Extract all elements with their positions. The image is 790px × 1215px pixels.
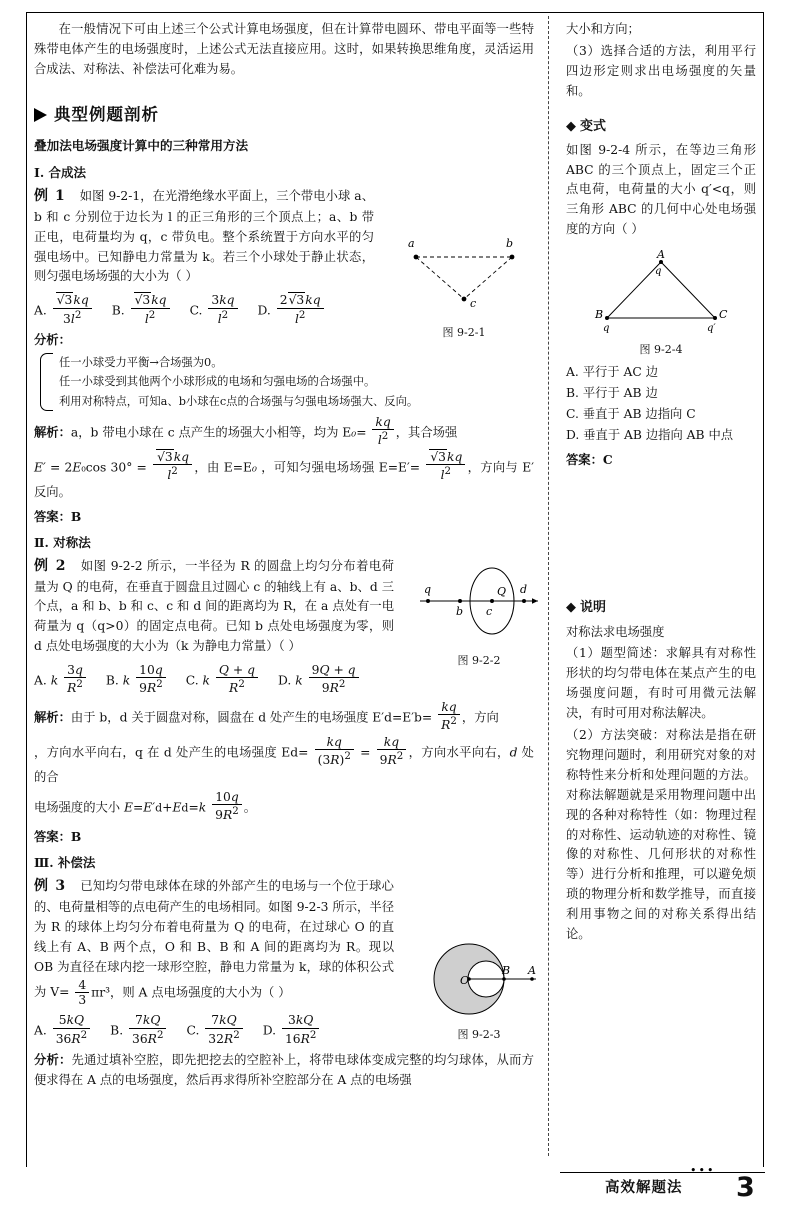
figure-9-2-1-caption: 图 9-2-1: [442, 325, 486, 339]
example-1-text: 如图 9-2-1，在光滑绝缘水平面上，三个带电小球 a、b 和 c 分别位于边长为 l 的正三角形的三个顶点上；a、b 带正电，电荷量均为 q，c 带负电。整个系统置于方向水平的匀强电场中。已知静电力常量为 k。若三个小球处于静止状态，则匀强电场场强的大小为（ ）: [34, 189, 374, 284]
svg-text:A: A: [657, 248, 665, 262]
svg-text:c: c: [486, 604, 493, 618]
variant-option-d: D. 垂直于 AB 边指向 AB 中点: [566, 427, 734, 442]
diamond-bullet-icon: ◆: [566, 118, 576, 134]
svg-text:Q: Q: [497, 584, 507, 598]
variant-option-a: A. 平行于 AC 边: [566, 364, 658, 379]
note-heading-label: 说明: [580, 600, 607, 616]
svg-text:q: q: [424, 582, 432, 596]
svg-text:b: b: [456, 604, 464, 618]
method-1-heading: Ⅰ. 合成法: [34, 164, 87, 180]
example-2-answer: [34, 827, 534, 847]
analysis-line-2: 任一小球受到其他两个小球形成的电场和匀强电场的合场强中。: [59, 375, 376, 389]
right-top-text-2: （3）选择合适的方法，利用平行四边形定则求出电场强度的矢量和。: [566, 43, 756, 98]
svg-text:a: a: [408, 237, 415, 251]
example-1-answer: [34, 507, 534, 527]
example-3-text: 已知均匀带电球体在球的外部产生的电场与一个位于球心的、电荷量相等的点电荷产生的电场相同。如图 9-2-3 所示，半径为 R 的球体上均匀分布着电荷量为 Q 的电荷，在过球心 O 的直线上有 A、B 两个点，O 和 B、B 和 A 间的距离均为 R。现以 OB 为直径在球内挖一球形空腔，静电力常量为 k，球的体积公式为 V=: [34, 879, 394, 1000]
frame-top-border: [26, 12, 764, 13]
figure-9-2-2-caption: 图 9-2-2: [457, 653, 501, 667]
solution-text-1a: a，b 带电小球在 c 点产生的场强大小相等，均为 E: [70, 425, 352, 440]
footer-title: 高效解题法: [605, 1179, 683, 1196]
diamond-bullet-icon-2: ◆: [566, 600, 576, 616]
section-heading: [34, 102, 534, 129]
example-3-option-d: D. $\frac{3kQ}{16R^2}$: [263, 1013, 322, 1046]
analysis-line-3: 利用对称特点，可知a、b小球在c点的合场强与匀强电场场强大、反向。: [59, 394, 419, 408]
example-2-text: 如图 9-2-2 所示，一半径为 R 的圆盘上均匀分布着电荷量为 Q 的电荷，在垂直于圆盘且过圆心 c 的轴线上有 a、b、d 三个点，a 和 b、b 和 c、c 和 d 间的距离均为 R，在 a 点处有一电荷量为 q（q>0）的固定点电荷。已知 b 点处电场强度为零，则 d 点处电场强度的大小为（k 为静电力常量）（ ）: [34, 558, 394, 654]
example-1-option-b: B. $\frac{√3kq}{l^2}$: [112, 293, 172, 326]
intro-paragraph: 在一般情况下可由上述三个公式计算电场强度，但在计算带电圆环、带电平面等一些特殊带电体产生的电场强度时，上述公式无法直接应用。这时，如果转换思维角度，灵活运用合成法、对称法、补偿法可化难为易。: [34, 22, 534, 76]
analysis-text-3: 先通过填补空腔，即先把挖去的空腔补上，将带电球体变成完整的均匀球体，从而方便求得在 A 点的电场强度，然后再求得所补空腔部分在 A 点的电场强: [34, 1053, 534, 1088]
example-1-label: 例 1: [34, 188, 66, 205]
example-1-block: [34, 185, 374, 287]
note-subtitle: 对称法求电场强度: [566, 624, 665, 639]
svg-text:B: B: [595, 308, 604, 322]
svg-text:q: q: [655, 266, 662, 278]
right-top-text-1: 大小和方向；: [566, 22, 640, 36]
example-3-label: 例 3: [34, 878, 67, 895]
variant-heading-label: 变式: [580, 118, 607, 134]
example-1-solution: 解析：a，b 带电小球在 c 点产生的场强大小相等，均为 E₀= $\frac{kq}{l^2}$ ，其合场强: [34, 414, 458, 448]
example-1-analysis-label: 分析：: [34, 332, 71, 348]
example-3-text-2: πr³，则 A 点电场强度的大小为（ ）: [91, 985, 291, 1000]
solution-text-1d: ，可知匀强电场场强 E=E′=: [261, 460, 421, 475]
right-column: [566, 20, 756, 947]
example-2-label: 例 2: [34, 557, 67, 574]
solution-text-1b: ，其合场强: [395, 425, 458, 440]
brace-icon: [40, 353, 53, 411]
analysis-line-1: 任一小球受力平衡→合场强为0。: [59, 356, 223, 370]
solution-label-2: 解析：: [34, 709, 71, 725]
svg-text:b: b: [506, 237, 514, 251]
variant-text: 如图 9-2-4 所示，在等边三角形 ABC 的三个顶点上，固定三个正点电荷，电荷量的大小 q′<q，则三角形 ABC 的几何中心处电场强度的方向（ ）: [566, 142, 756, 237]
figure-9-2-3-caption: 图 9-2-3: [457, 1028, 501, 1042]
example-3-block: 例 3 已知均匀带电球体在球的外部产生的电场与一个位于球心的、电荷量相等的点电荷产生的电场相同。如图 9-2-3 所示，半径为 R 的球体上均匀分布着电荷量为 Q 的电荷，在过球心 O 的直线上有 A、B 两个点，O 和 B、B 和 A 间的距离均为 R。现以 OB 为直径在球内挖一球形空腔，静电力常量为 k，球的体积公式为 V= $\frac{4}{3}$ πr³，则 A 点电场强度的大小为（ ）: [34, 878, 394, 1007]
figure-9-2-3: [414, 941, 544, 1044]
answer-value-2: B: [70, 829, 82, 845]
answer-value-1: B: [70, 508, 82, 524]
example-2-option-c: C. k $\frac{Q + q}{R^2}$: [186, 663, 260, 696]
example-2-solution: 解析：由于 b，d 关于圆盘对称，圆盘在 d 处产生的电场强度 E′d=E′b= $\frac{kq}{R^2}$ ，方向: [34, 700, 499, 733]
variant-answer-label: 答案：: [566, 451, 603, 467]
page-number: 3: [736, 1172, 755, 1203]
svg-text:C: C: [719, 308, 728, 322]
solution-text-2a: 由于 b，d 关于圆盘对称，圆盘在 d 处产生的电场强度 E′d=E′b=: [70, 710, 433, 725]
frame-right-border: [763, 12, 764, 1167]
variant-answer-value: C: [602, 451, 613, 467]
answer-label-2: 答案：: [34, 829, 71, 845]
note-paragraph-1: （1）题型简述：求解具有对称性形状的均匀带电体在某点产生的电场强度问题，有时可用微元法解决，有时可用对称法解决。: [566, 646, 756, 721]
method-3-heading: Ⅲ. 补偿法: [34, 854, 96, 870]
example-1-solution-2: E′ = 2E₀cos 30° = $\frac{√3kq}{l^2}$ ，由 E=E₀ ，可知匀强电场场强 E=E′= $\frac{√3kq}{l^2}$ ，方向与 E′ 反向。: [34, 449, 534, 499]
example-3-option-b: B. $\frac{7kQ}{36R^2}$: [110, 1013, 168, 1046]
triangle-bullet-icon: [34, 108, 47, 122]
svg-text:B: B: [502, 964, 511, 978]
solution-text-1e: ，方向与 E′ 反向。: [34, 460, 534, 499]
section-heading-label: 典型例题剖析: [54, 104, 159, 124]
note-paragraph-2: （2）方法突破：对称法是指在研究物理问题时，利用研究对象的对称特性来分析和处理问题的方法。对称法解题就是采用物理问题中出现的各种对称特性（如：物理过程的对称性、运动轨迹的对称性、镜像的对称性、几何形状的对称性等）进行分析和推理，可以避免烦琐的物理分析和数学推导，而直接利用事物之间的对称关系得出结论。: [566, 728, 756, 942]
example-2-solution-2: ，方向水平向右，q 在 d 处产生的电场强度 Ed= $\frac{kq}{(3R)^2}$ = $\frac{kq}{9R^2}$ ，方向水平向右，d 处的合: [34, 735, 534, 785]
svg-text:A: A: [528, 964, 536, 978]
solution-text-1c: ，由 E=E: [194, 460, 253, 475]
method-2-heading: Ⅱ. 对称法: [34, 534, 91, 550]
left-column: [34, 20, 534, 1093]
frame-left-border: [26, 12, 27, 1167]
solution-label-1: 解析：: [34, 424, 71, 440]
variant-option-b: B. 平行于 AB 边: [566, 385, 658, 400]
example-1-option-c: C. $\frac{3kq}{l^2}$: [190, 293, 240, 326]
solution-text-2b: ，方向水平向右，q 在 d 处产生的电场强度 Ed=: [34, 745, 309, 760]
page-footer: [0, 1158, 790, 1215]
figure-9-2-4: [566, 248, 756, 359]
svg-text:d: d: [520, 582, 528, 596]
subsection-heading: 叠加法电场强度计算中的三种常用方法: [34, 138, 249, 154]
footer-dots-icon: •••: [690, 1164, 716, 1177]
svg-text:O: O: [460, 974, 470, 988]
column-divider: [548, 16, 549, 1156]
example-2-option-b: B. k $\frac{10q}{9R^2}$: [106, 663, 168, 696]
example-2-block: [34, 555, 394, 657]
figure-9-2-4-caption: 图 9-2-4: [639, 343, 683, 357]
example-2-option-a: A. k $\frac{3q}{R^2}$: [34, 663, 88, 696]
note-heading: [566, 597, 756, 618]
example-3-option-a: A. $\frac{5kQ}{36R^2}$: [34, 1013, 92, 1046]
variant-answer: [566, 450, 756, 470]
example-2-option-d: D. k $\frac{9Q + q}{9R^2}$: [278, 663, 361, 696]
answer-label-1: 答案：: [34, 508, 71, 524]
example-3-analysis: [34, 1050, 534, 1091]
analysis-lines: [59, 353, 418, 411]
footer-rule: [560, 1172, 765, 1173]
figure-9-2-1: [394, 237, 534, 342]
svg-text:c: c: [470, 297, 477, 311]
example-1-option-d: D. $\frac{2√3kq}{l^2}$: [258, 293, 326, 326]
example-2-solution-3: 电场强度的大小 E=E′d+Ed=k $\frac{10q}{9R^2}$ 。: [34, 790, 257, 823]
variant-heading: [566, 116, 756, 137]
example-1-analysis-brace: [40, 353, 534, 411]
svg-text:q′: q′: [707, 323, 716, 335]
variant-option-c: C. 垂直于 AB 边指向 C: [566, 406, 696, 421]
figure-9-2-2: [414, 561, 544, 670]
example-3-option-c: C. $\frac{7kQ}{32R^2}$: [186, 1013, 244, 1046]
analysis-label-3: 分析：: [34, 1052, 72, 1068]
svg-text:q: q: [603, 323, 610, 335]
variant-options: [566, 363, 756, 446]
example-1-option-a: A. $\frac{√3kq}{3l^2}$: [34, 293, 94, 326]
